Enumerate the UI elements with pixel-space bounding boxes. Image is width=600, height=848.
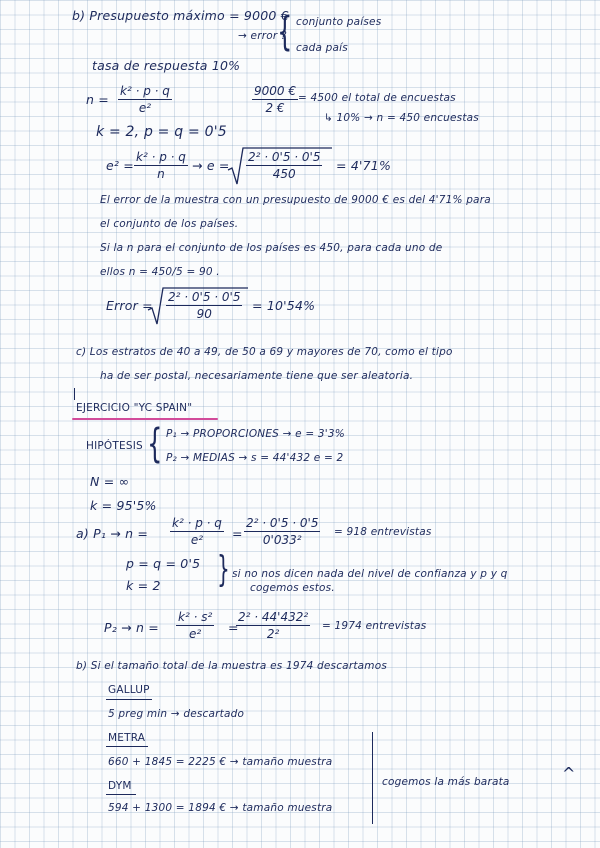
- part-a-result: = 918 entrevistas: [334, 526, 432, 538]
- calc-den: 2 €: [265, 101, 285, 115]
- error-lhs: Error =: [106, 298, 153, 313]
- e2-lhs: e² =: [106, 158, 134, 173]
- e-root-fraction: [246, 150, 322, 181]
- paragraph-line-4: ellos n = 450/5 = 90 .: [100, 266, 220, 278]
- part-p2-result: = 1974 entrevistas: [322, 620, 427, 632]
- n-formula-num: k² · p · q: [120, 84, 170, 98]
- heading-b: b) Presupuesto máximo = 9000 €: [72, 8, 289, 23]
- e-result: = 4'71%: [336, 158, 392, 173]
- params: k = 2, p = q = 0'5: [96, 124, 227, 140]
- part-p2-num-1: k² · s²: [178, 610, 213, 624]
- n-formula-den: e²: [138, 101, 152, 115]
- hipotesis-brace: {: [147, 421, 163, 467]
- part-p2-den-1: e²: [189, 627, 202, 641]
- gallup-text: 5 preg min → descartado: [108, 708, 245, 720]
- gallup-underline: [106, 699, 152, 700]
- defaults-note-2: cogemos estos.: [250, 582, 335, 594]
- part-a-fraction-2: [244, 516, 320, 547]
- calc-rhs: = 4500 el total de encuestas: [298, 92, 456, 104]
- part-p2-den-2: 2²: [266, 627, 280, 641]
- margin-tick: [74, 388, 75, 400]
- hipotesis-label: HIPÓTESIS: [86, 440, 143, 452]
- confidence-k: k = 95'5%: [90, 498, 157, 513]
- ejercicio-title: EJERCICIO "YC SPAIN": [76, 402, 193, 414]
- defaults-brace: }: [217, 549, 230, 590]
- gallup-label: GALLUP: [108, 684, 150, 696]
- option-cada-pais: cada país: [296, 42, 348, 54]
- part-b-line: b) Si el tamaño total de la muestra es 1974 descartamos: [76, 660, 388, 672]
- metra-underline: [106, 746, 148, 747]
- part-a-num-2: 2² · 0'5 · 0'5: [246, 516, 319, 530]
- calc-fraction: [252, 84, 298, 115]
- section-c-line-2: ha de ser postal, necesariamente tiene que ser aleatoria.: [100, 370, 414, 382]
- paragraph-line-1: El error de la muestra con un presupuesto de 9000 € es del 4'71% para: [100, 194, 491, 206]
- part-p2-label: P₂ → n =: [104, 620, 159, 635]
- part-a-den-1: e²: [190, 533, 204, 547]
- calc-note: ↳ 10% → n = 450 encuestas: [324, 112, 479, 124]
- error-num: 2² · 0'5 · 0'5: [168, 290, 241, 304]
- part-p2-equals: =: [228, 620, 239, 635]
- part-p2-fraction-2: [236, 610, 310, 641]
- error-den: 90: [196, 307, 212, 321]
- dym-underline: [106, 794, 136, 795]
- k-value: k = 2: [126, 578, 161, 593]
- error-arrow: → error ?: [238, 30, 287, 42]
- paragraph-line-2: el conjunto de los países.: [100, 218, 239, 230]
- pq-values: p = q = 0'5: [126, 556, 201, 571]
- calc-num: 9000 €: [254, 84, 296, 98]
- part-p2-fraction-1: [176, 610, 214, 641]
- e-root-num: 2² · 0'5 · 0'5: [248, 150, 321, 164]
- e2-fraction: [134, 150, 188, 181]
- e-root-den: 450: [272, 167, 296, 181]
- dym-label: DYM: [108, 780, 132, 792]
- defaults-note-1: si no nos dicen nada del nivel de confianza y p y q: [232, 568, 508, 580]
- error-fraction: [166, 290, 242, 321]
- part-a-label: a) P₁ → n =: [76, 526, 149, 541]
- ejercicio-title-underline: [72, 418, 218, 420]
- part-a-fraction-1: [170, 516, 224, 547]
- part-a-equals: =: [232, 526, 243, 541]
- cogemos-note: cogemos la más barata: [382, 776, 510, 788]
- error-result: = 10'54%: [252, 298, 316, 313]
- margin-caret-mark: ^: [562, 764, 576, 783]
- n-formula-fraction: [118, 84, 172, 115]
- metra-label: METRA: [108, 732, 146, 744]
- part-a-num-1: k² · p · q: [172, 516, 222, 530]
- tasa-respuesta: tasa de respuesta 10%: [92, 58, 241, 73]
- hipotesis-p1: P₁ → PROPORCIONES → e = 3'3%: [166, 428, 345, 440]
- dym-text: 594 + 1300 = 1894 € → tamaño muestra: [108, 802, 333, 814]
- e2-den: n: [157, 167, 165, 181]
- brace-options: {: [277, 9, 293, 55]
- e2-arrow: → e =: [192, 158, 230, 173]
- n-formula-lhs: n =: [86, 92, 109, 107]
- e2-num: k² · p · q: [136, 150, 186, 164]
- paragraph-line-3: Si la n para el conjunto de los países es 450, para cada uno de: [100, 242, 443, 254]
- comparison-bracket: [372, 732, 373, 824]
- option-conjunto: conjunto países: [296, 16, 382, 28]
- hipotesis-p2: P₂ → MEDIAS → s = 44'432 e = 2: [166, 452, 344, 464]
- part-a-den-2: 0'033²: [262, 533, 302, 547]
- population-n: N = ∞: [90, 474, 130, 489]
- part-p2-num-2: 2² · 44'432²: [238, 610, 309, 624]
- metra-text: 660 + 1845 = 2225 € → tamaño muestra: [108, 756, 333, 768]
- section-c-line-1: c) Los estratos de 40 a 49, de 50 a 69 y mayores de 70, como el tipo: [76, 346, 453, 358]
